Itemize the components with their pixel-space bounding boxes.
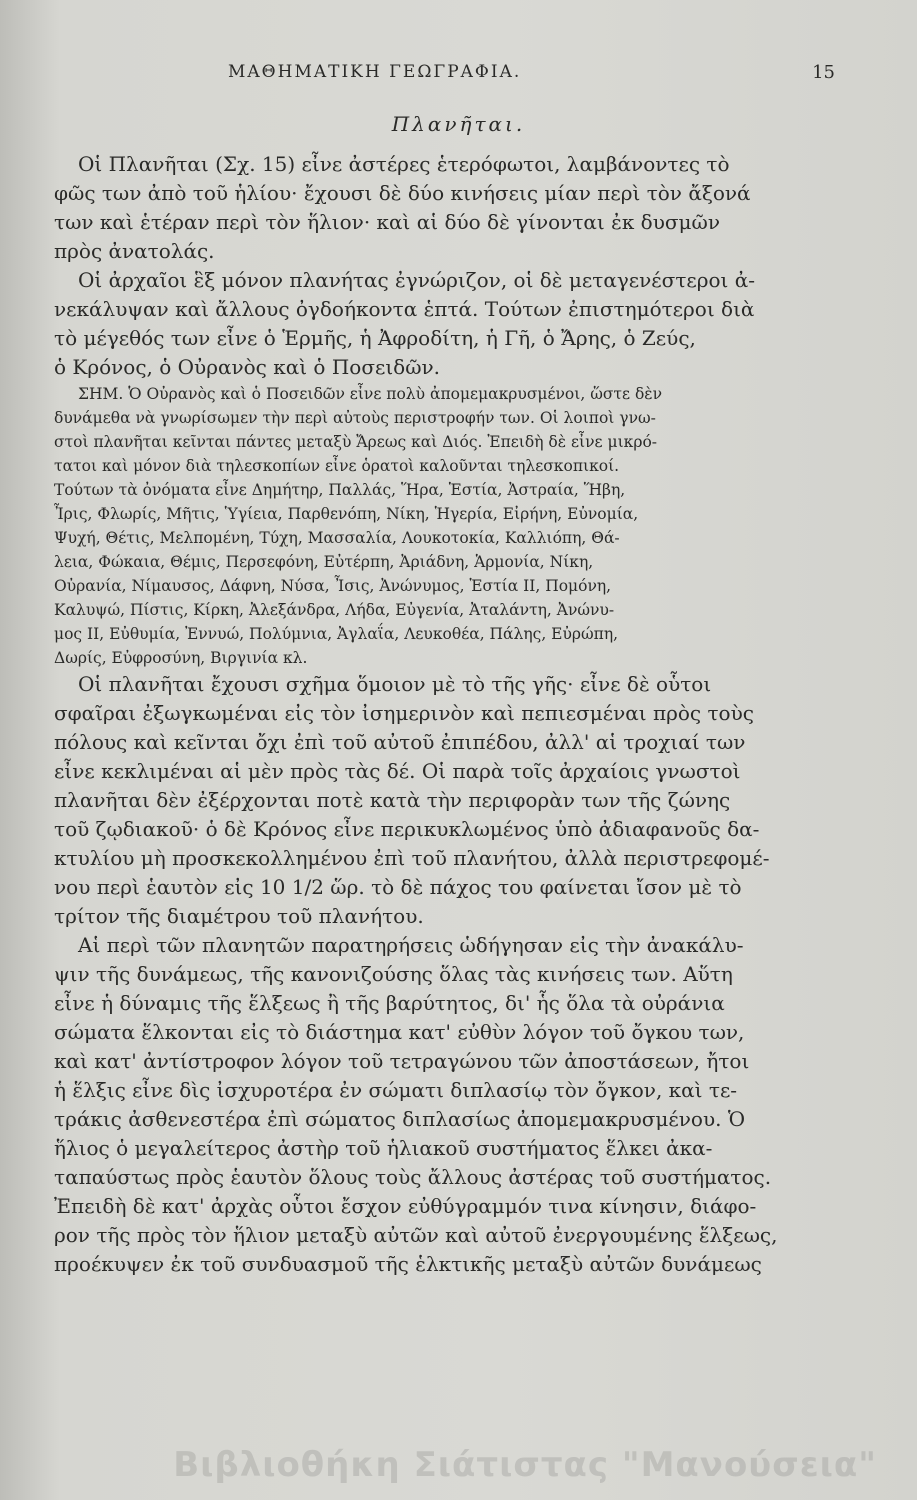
page-number: 15 (812, 62, 835, 83)
text-line: Ἐπειδὴ δὲ κατ' ἀρχὰς οὗτοι ἔσχον εὐθύγραμμόν τινα κίνησιν, διάφο- (54, 1194, 757, 1218)
text-line: των καὶ ἑτέραν περὶ τὸν ἥλιον· καὶ αἱ δύο δὲ γίνονται ἐκ δυσμῶν (54, 210, 720, 234)
text-line: πόλους καὶ κεῖνται ὄχι ἐπὶ τοῦ αὐτοῦ ἐπιπέδου, ἀλλ' αἱ τροχιαί των (54, 730, 746, 754)
text-line: τὸ μέγεθός των εἶνε ὁ Ἑρμῆς, ἡ Ἀφροδίτη, ἡ Γῆ, ὁ Ἄρης, ὁ Ζεύς, (54, 326, 696, 350)
text-line: ψιν τῆς δυνάμεως, τῆς κανονιζούσης ὅλας τὰς κινήσεις των. Αὕτη (54, 962, 733, 986)
note-line: δυνάμεθα νὰ γνωρίσωμεν τὴν περὶ αὐτοὺς περιστροφήν των. Οἱ λοιποὶ γνω- (54, 409, 656, 427)
note-line: Καλυψώ, Πίστις, Κίρκη, Ἀλεξάνδρα, Λήδα, Εὐγενία, Ἀταλάντη, Ἀνώνυ- (54, 601, 615, 619)
note-line: Ἶρις, Φλωρίς, Μῆτις, Ὑγίεια, Παρθενόπη, Νίκη, Ἡγερία, Εἰρήνη, Εὐνομία, (54, 505, 639, 523)
text-line: εἶνε κεκλιμέναι αἱ μὲν πρὸς τὰς δέ. Οἱ παρὰ τοῖς ἀρχαίοις γνωστοὶ (54, 759, 741, 783)
text-line: ταπαύστως πρὸς ἑαυτὸν ὅλους τοὺς ἄλλους ἀστέρας τοῦ συστήματος. (54, 1165, 772, 1189)
note-line: τατοι καὶ μόνον διὰ τηλεσκοπίων εἶνε ὁρατοὶ καλοῦνται τηλεσκοπικοί. (54, 457, 620, 475)
section-title: Πλανῆται. (391, 112, 526, 136)
note-line: Τούτων τὰ ὀνόματα εἶνε Δημήτηρ, Παλλάς, Ἥρα, Ἑστία, Ἀστραία, Ἥβη, (54, 481, 626, 499)
note-line: ΣΗΜ. Ὁ Οὐρανὸς καὶ ὁ Ποσειδῶν εἶνε πολὺ ἀπομεμακρυσμένοι, ὥστε δὲν (78, 385, 663, 403)
text-line: κτυλίου μὴ προσκεκολλημένου ἐπὶ τοῦ πλανήτου, ἀλλὰ περιστρεφομέ- (54, 846, 770, 870)
text-line: φῶς των ἀπὸ τοῦ ἡλίου· ἔχουσι δὲ δύο κινήσεις μίαν περὶ τὸν ἄξονά (54, 181, 751, 205)
running-title: ΜΑΘΗΜΑΤΙΚΗ ΓΕΩΓΡΑΦΙΑ. (228, 62, 522, 82)
text-line: ἡ ἕλξις εἶνε δὶς ἰσχυροτέρα ἐν σώματι διπλασίῳ τὸν ὄγκον, καὶ τε- (54, 1078, 738, 1102)
text-line: ὁ Κρόνος, ὁ Οὐρανὸς καὶ ὁ Ποσειδῶν. (54, 355, 441, 379)
page-header (0, 62, 917, 92)
text-line: νου περὶ ἑαυτὸν εἰς 10 1/2 ὥρ. τὸ δὲ πάχος του φαίνεται ἴσον μὲ τὸ (54, 875, 742, 899)
note-line: λεια, Φώκαια, Θέμις, Περσεφόνη, Εὐτέρπη, Ἀριάδνη, Ἁρμονία, Νίκη, (54, 553, 594, 571)
text-line: Οἱ πλανῆται ἔχουσι σχῆμα ὅμοιον μὲ τὸ τῆς γῆς· εἶνε δὲ οὗτοι (78, 672, 712, 696)
text-line: Οἱ ἀρχαῖοι ἓξ μόνον πλανήτας ἐγνώριζον, οἱ δὲ μεταγενέστεροι ἀ- (78, 268, 756, 292)
note-line: Οὐρανία, Νίμαυσος, Δάφνη, Νύσα, Ἶσις, Ἀνώνυμος, Ἑστία ΙΙ, Πομόνη, (54, 577, 612, 595)
note-line: Ψυχή, Θέτις, Μελπομένη, Τύχη, Μασσαλία, Λουκοτοκία, Καλλιόπη, Θά- (54, 529, 620, 547)
text-line: Αἱ περὶ τῶν πλανητῶν παρατηρήσεις ὡδήγησαν εἰς τὴν ἀνακάλυ- (78, 933, 744, 957)
text-line: πρὸς ἀνατολάς. (54, 239, 215, 263)
text-line: σώματα ἕλκονται εἰς τὸ διάστημα κατ' εὐθὺν λόγον τοῦ ὄγκου των, (54, 1020, 745, 1044)
text-line: τράκις ἀσθενεστέρα ἐπὶ σώματος διπλασίως ἀπομεμακρυσμένου. Ὁ (54, 1107, 746, 1131)
paragraph-intro (54, 150, 854, 266)
text-line: πλανῆται δὲν ἐξέρχονται ποτὲ κατὰ τὴν περιφορὰν των τῆς ζώνης (54, 788, 731, 812)
library-watermark: Βιβλιοθήκη Σιάτιστας "Μανούσεια" (173, 1445, 877, 1485)
text-line: νεκάλυψαν καὶ ἄλλους ὀγδοήκοντα ἑπτά. Τούτων ἐπιστημότεροι διὰ (54, 297, 755, 321)
text-line: εἶνε ἡ δύναμις τῆς ἕλξεως ἢ τῆς βαρύτητος, δι' ἧς ὅλα τὰ οὐράνια (54, 991, 725, 1015)
text-line: Οἱ Πλανῆται (Σχ. 15) εἶνε ἀστέρες ἑτερόφωτοι, λαμβάνοντες τὸ (78, 152, 730, 176)
note-line: στοὶ πλανῆται κεῖνται πάντες μεταξὺ Ἄρεως καὶ Διός. Ἐπειδὴ δὲ εἶνε μικρό- (54, 433, 658, 451)
text-line: καὶ κατ' ἀντίστροφον λόγον τοῦ τετραγώνου τῶν ἀποστάσεων, ἤτοι (54, 1049, 750, 1073)
text-line: ἥλιος ὁ μεγαλείτερος ἀστὴρ τοῦ ἡλιακοῦ συστήματος ἕλκει ἀκα- (54, 1136, 713, 1160)
body-text (54, 150, 854, 1279)
text-line: προέκυψεν ἐκ τοῦ συνδυασμοῦ τῆς ἑλκτικῆς μεταξὺ αὐτῶν δυνάμεως (54, 1252, 762, 1276)
text-line: σφαῖραι ἐξωγκωμέναι εἰς τὸν ἰσημερινὸν καὶ πεπιεσμέναι πρὸς τοὺς (54, 701, 754, 725)
text-line: τρίτον τῆς διαμέτρου τοῦ πλανήτου. (54, 904, 424, 928)
footnote-note (54, 382, 854, 670)
paragraph-gravity (54, 931, 854, 1279)
note-line: μος ΙΙ, Εὐθυμία, Ἐννυώ, Πολύμνια, Ἀγλαΐα, Λευκοθέα, Πάλης, Εὐρώπη, (54, 625, 619, 643)
paragraph-shape (54, 670, 854, 931)
paragraph-planets-list (54, 266, 854, 382)
text-line: ρον τῆς πρὸς τὸν ἥλιον μεταξὺ αὐτῶν καὶ αὐτοῦ ἐνεργουμένης ἕλξεως, (54, 1223, 778, 1247)
note-line: Δωρίς, Εὐφροσύνη, Βιργινία κλ. (54, 649, 308, 667)
text-line: τοῦ ζῳδιακοῦ· ὁ δὲ Κρόνος εἶνε περικυκλωμένος ὑπὸ ἀδιαφανοῦς δα- (54, 817, 760, 841)
